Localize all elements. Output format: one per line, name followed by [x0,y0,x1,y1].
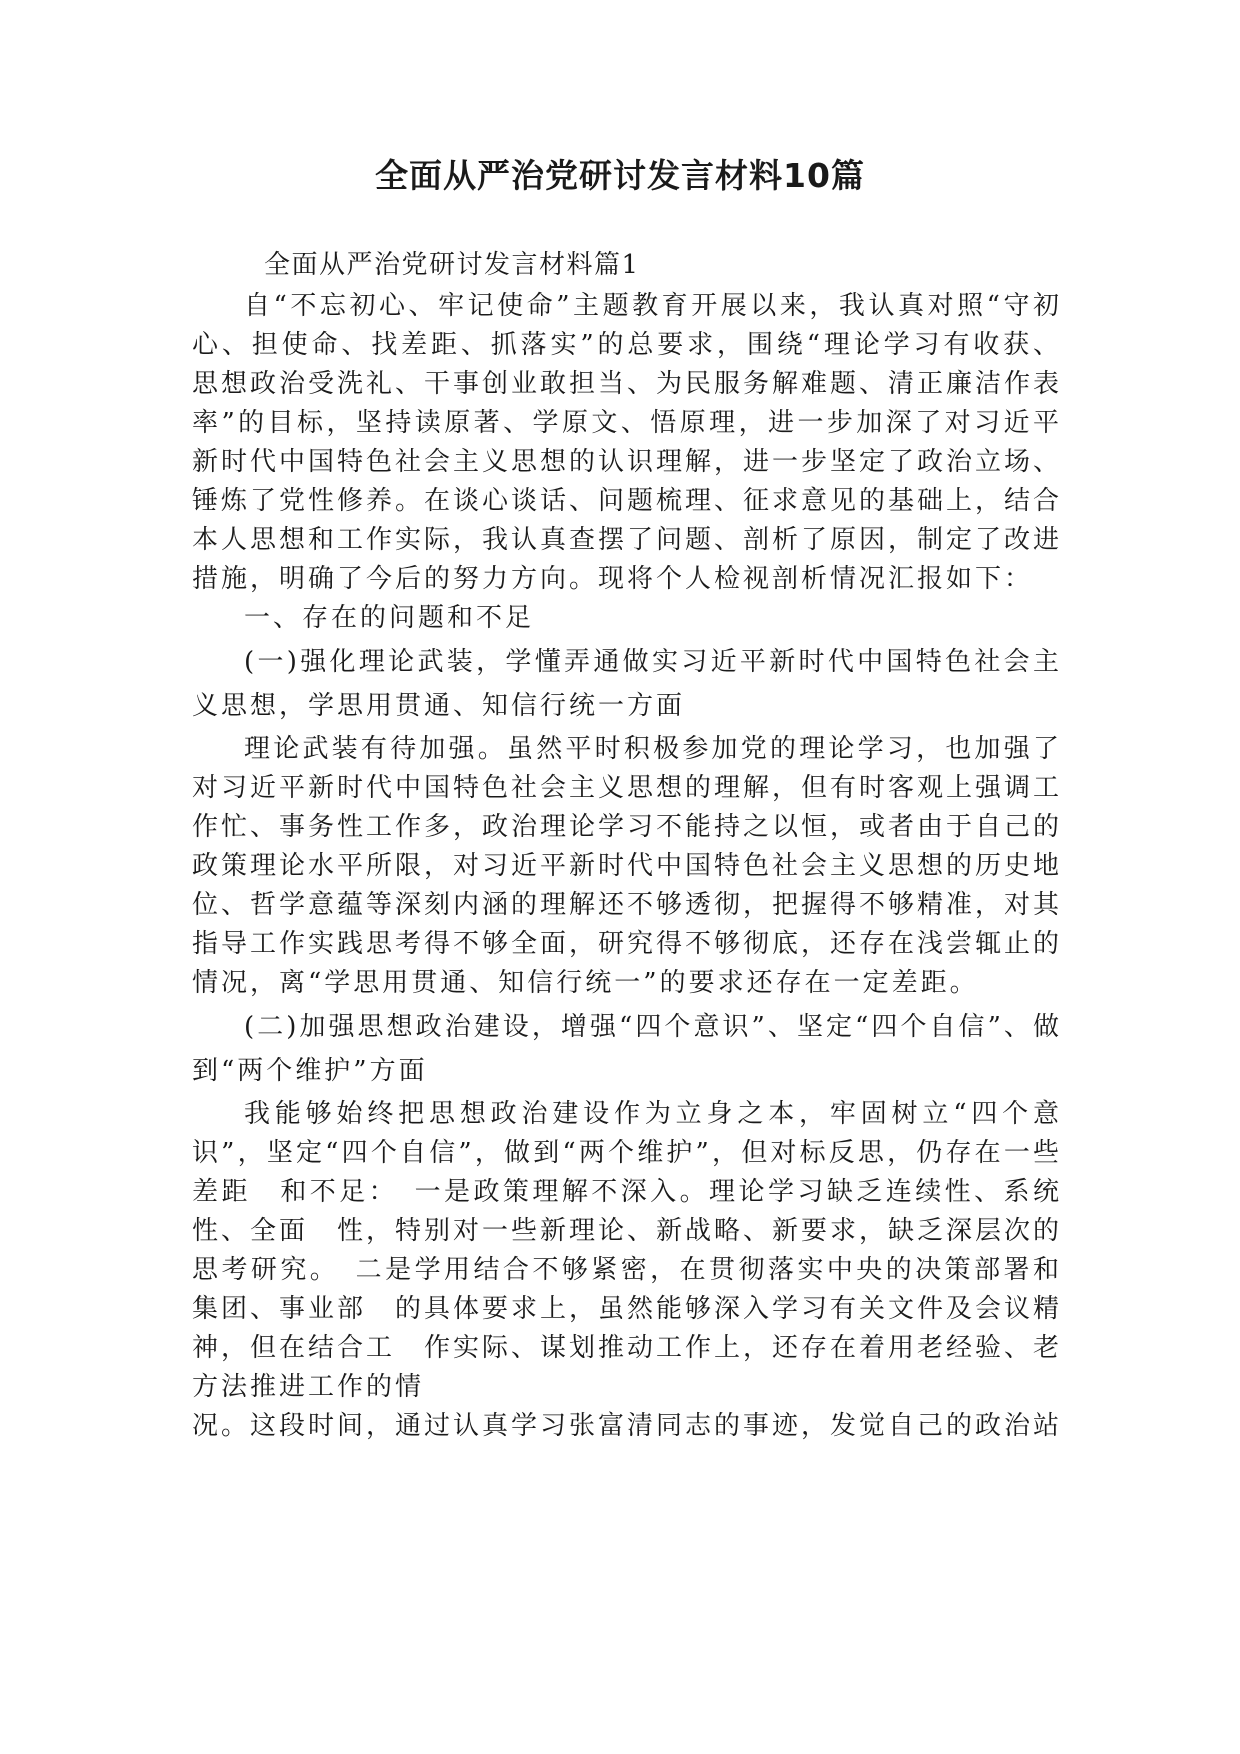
paragraph-political: 我能够始终把思想政治建设作为立身之本，牢固树立“四个意识”，坚定“四个自信”，做到“两个维护”，但对标反思，仍存在一些差距 和不足： 一是政策理解不深入。理论学习缺乏连续性、系统性、全面 性，特别对一些新理论、新战略、新要求，缺乏深层次的思考研究。 二是学用结合不够紧密，在贯彻落实中央的决策部署和集团、事业部 的具体要求上，虽然能够深入学习有关文件及会议精神，但在结合工 作实际、谋划推动工作上，还存在着用老经验、老方法推进工作的情 [192,1099,1063,1402]
paragraph-intro: 自“不忘初心、牢记使命”主题教育开展以来，我认真对照“守初心、担使命、找差距、抓落实”的总要求，围绕“理论学习有收获、思想政治受洗礼、干事创业敢担当、为民服务解难题、清正廉洁作表率”的目标，坚持读原著、学原文、悟原理，进一步加深了对习近平新时代中国特色社会主义思想的认识理解，进一步坚定了政治立场、锤炼了党性修养。在谈心谈话、问题梳理、征求意见的基础上，结合本人思想和工作实际，我认真查摆了问题、剖析了原因，制定了改进措施，明确了今后的努力方向。现将个人检视剖析情况汇报如下： [192,291,1063,594]
paragraph-continued: 况。这段时间，通过认真学习张富清同志的事迹，发觉自己的政治站 [192,1411,1063,1441]
subsection-heading-2: (二)加强思想政治建设，增强“四个意识”、坚定“四个自信”、做到“两个维护”方面 [192,1012,1062,1086]
subsection-heading-1: (一)强化理论武装，学懂弄通做实习近平新时代中国特色社会主义思想，学思用贯通、知信行统一方面 [192,647,1062,721]
document-body [192,287,1062,1446]
paragraph-theory: 理论武装有待加强。虽然平时积极参加党的理论学习，也加强了对习近平新时代中国特色社会主义思想的理解，但有时客观上强调工作忙、事务性工作多，政治理论学习不能持之以恒，或者由于自己的政策理论水平所限，对习近平新时代中国特色社会主义思想的历史地位、哲学意蕴等深刻内涵的理解还不够透彻，把握得不够精准，对其指导工作实践思考得不够全面，研究得不够彻底，还存在浅尝辄止的情况，离“学思用贯通、知信行统一”的要求还存在一定差距。 [192,734,1063,998]
section-heading-1: 一、存在的问题和不足 [244,603,535,633]
document-subtitle: 全面从严治党研讨发言材料篇1 [264,250,640,280]
document-title: 全面从严治党研讨发言材料10篇 [375,156,865,195]
